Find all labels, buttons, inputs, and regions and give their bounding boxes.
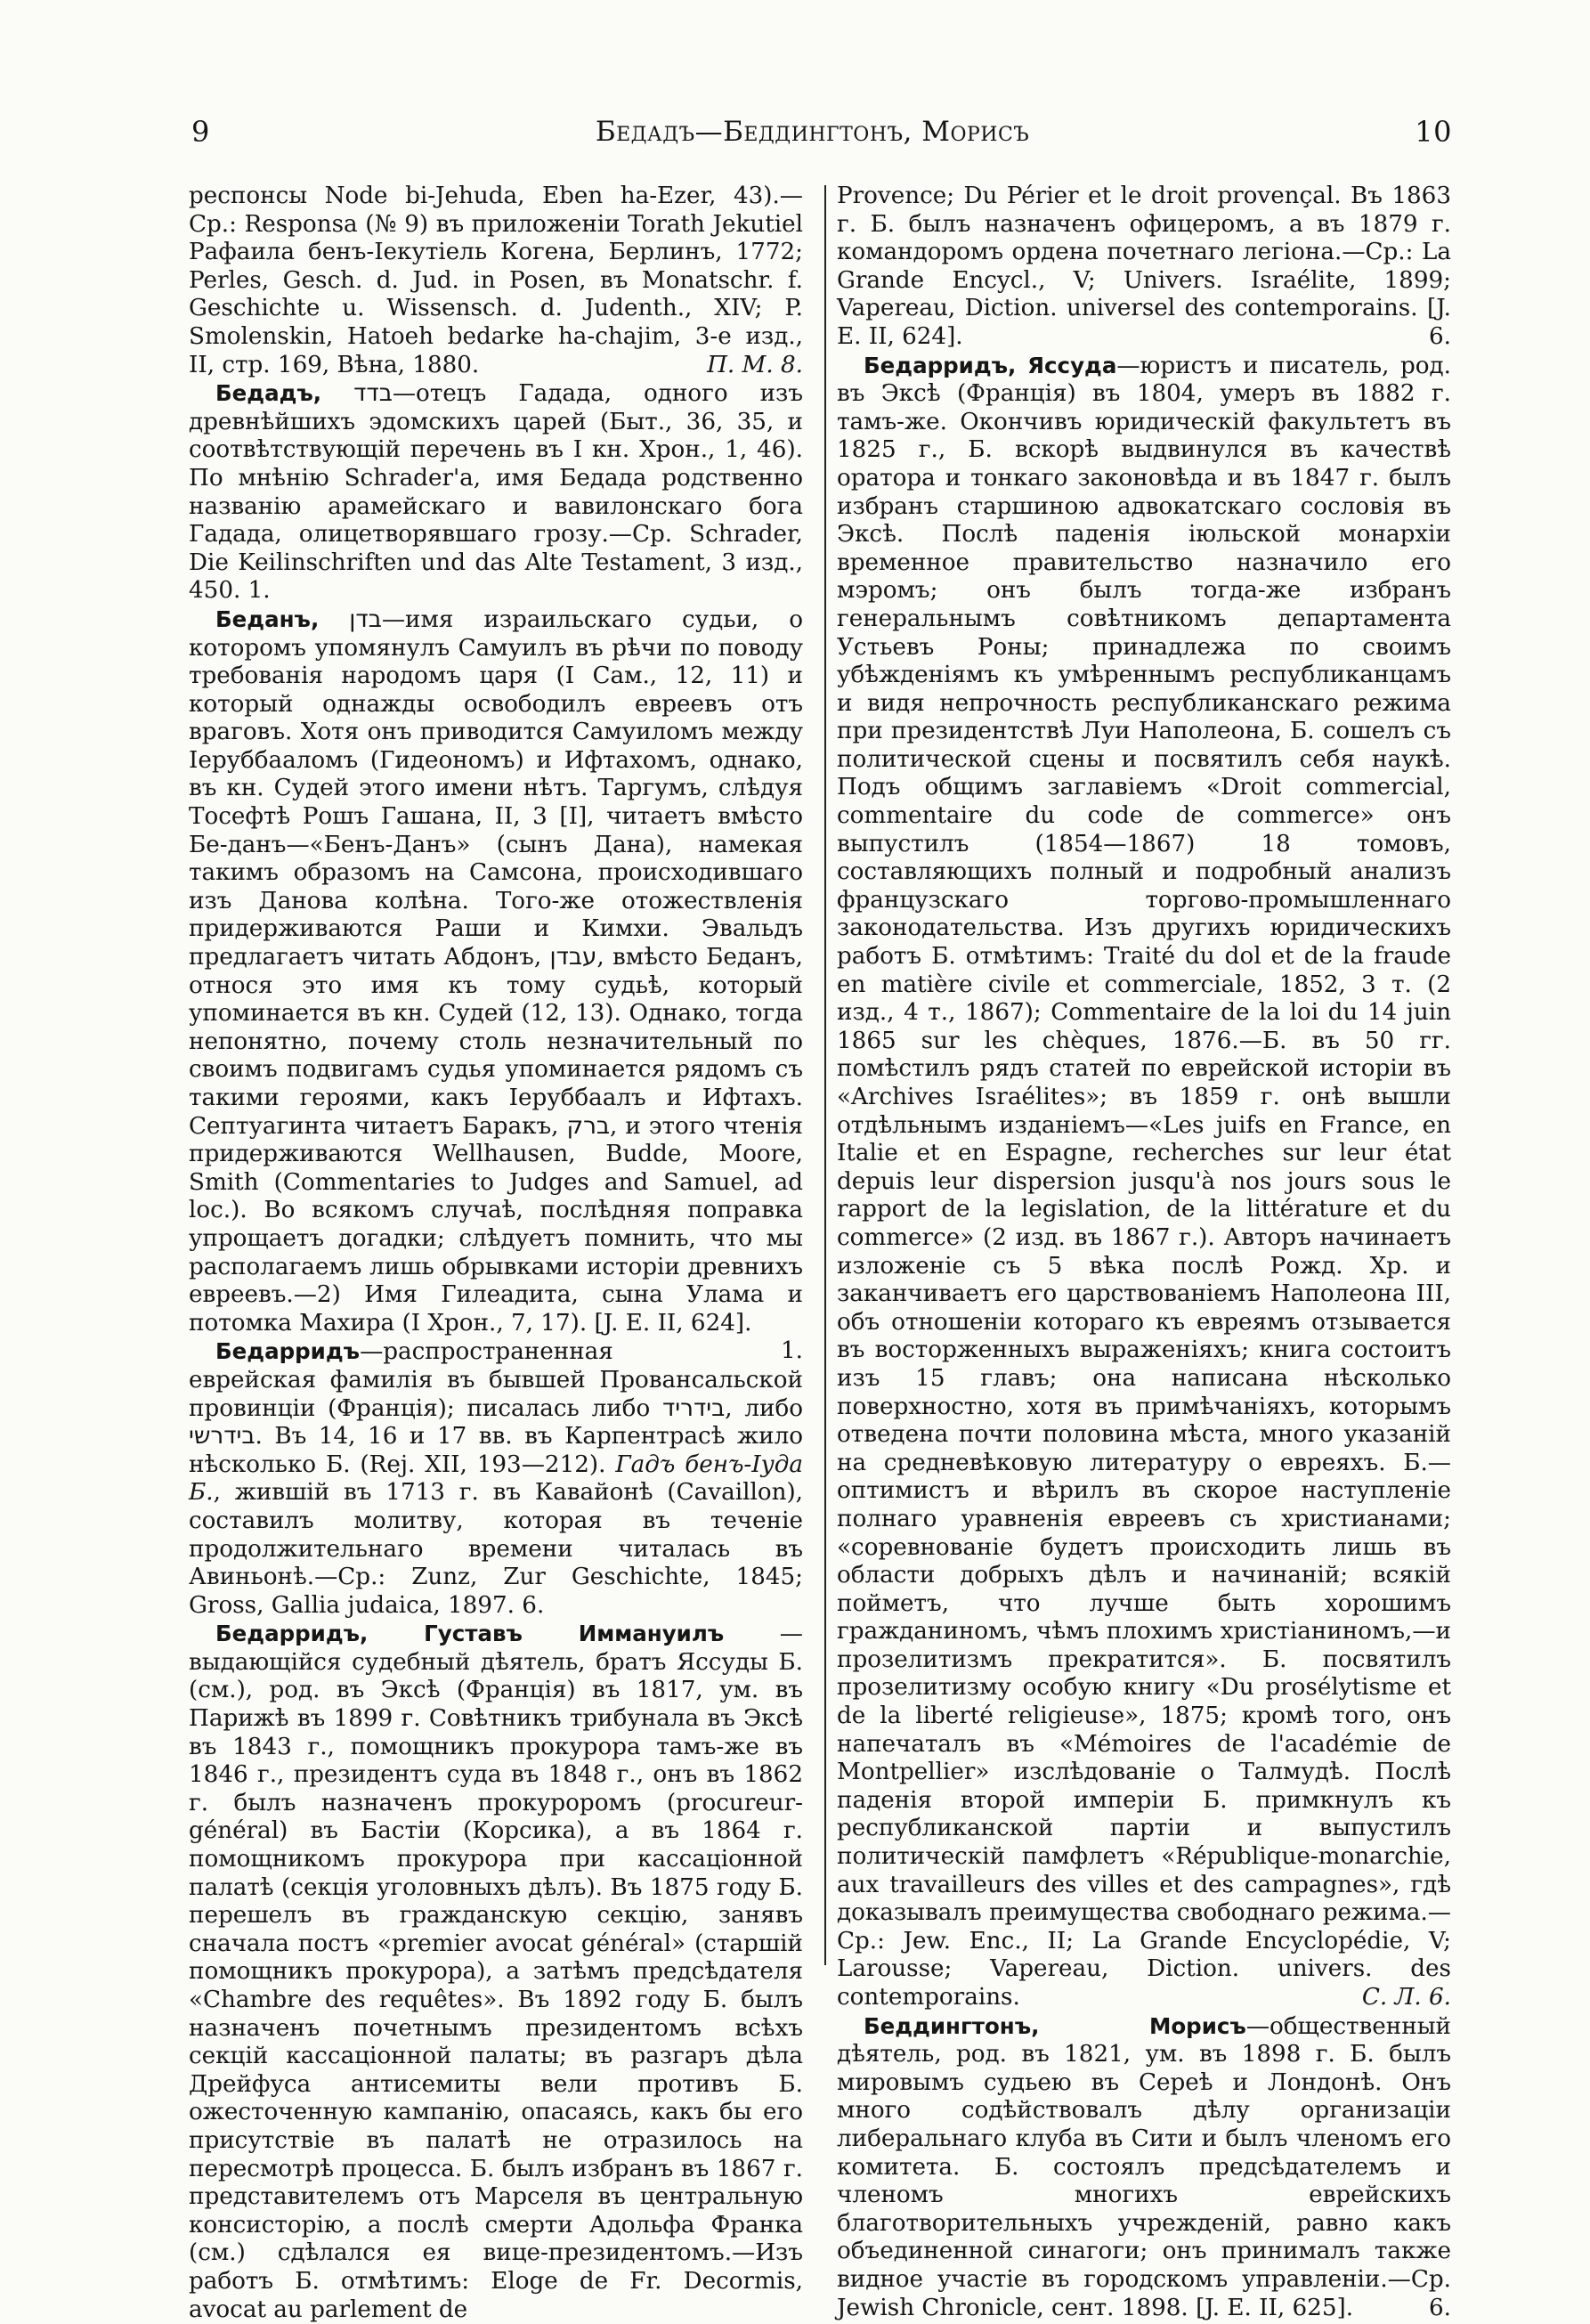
entry-text: , и этого чтенiя придерживаются Wellhausen, Budde, Moore, Smith (Commentaries to Judges and Samuel, ad loc.). Во всякомъ случаѣ, послѣдняя поправка упрощаетъ догадки; слѣдуетъ помнить, что мы располагаемъ лишь обрывками исторiи древнихъ евреевъ.—2) Имя Гилеадита, сына Улама и потомка Махира (I Хрон., 7, 17). [J. E. II, 624]. xyxy=(189,1112,804,1337)
continued-entry: респонсы Node bi-Jehuda, Eben ha-Ezer, 43).— Ср.: Responsa (№ 9) въ приложенiи Torath Jekutiel Рафаила бенъ-Iекутiель Когена, Берлинъ, 1772; Perles, Gesch. d. Jud. in Posen, въ Monatschr. f. Geschichte u. Wissensch. d. Judenth., XIV; P. Smolenskin, Hatoeh bedarke ha-chajim, 3-е изд., II, стр. 169, Вѣна, 1880. П. М. 8. xyxy=(189,183,803,378)
entry-text: —распространенная еврейская фамилiя въ бывшей Провансальской провинцiи (Францiя); писалась либо xyxy=(189,1338,803,1422)
author-signature: 1. xyxy=(781,1337,803,1365)
author-signature: С. Л. 6. xyxy=(1361,1984,1451,2011)
entry-text: —отецъ Гадада, одного изъ древнѣйшихъ эдомскихъ царей (Быт., 36, 35, и соотвѣтствующiй перечень въ I кн. Хрон., 1, 46). По мнѣнiю Schrader'a, имя Бедада родственно названiю арамейскаго и вавилонскаго бога Гадада, олицетворявшаго грозу.—Ср. Schrader, Die Keilinschriften und das Alte Testament, 3 изд., 450. 1. xyxy=(189,380,803,605)
entry-bedad xyxy=(189,379,803,605)
hebrew-term: בדד xyxy=(353,380,393,408)
column-divider xyxy=(824,185,826,1965)
right-column xyxy=(837,183,1451,2321)
entry-bedarrid-family xyxy=(189,1337,803,1620)
author-signature: П. М. 8. xyxy=(707,351,803,378)
running-header xyxy=(191,105,1452,158)
author-signature: 6. xyxy=(1429,2294,1451,2321)
entry-heading: Бедарридъ, Густавъ Иммануилъ xyxy=(215,1621,725,1647)
entry-bedarrid-gustave xyxy=(189,1620,803,2324)
hebrew-term: בידריד xyxy=(662,1394,726,1422)
entry-text: , жившiй въ 1713 г. въ Кавайонѣ (Cavaillon), составилъ молитву, которая въ теченiе продолжительнаго времени читалась въ Авиньонѣ.—Ср.: Zunz, Zur Geschichte, 1845; Gross, Gallia judaica, 1897. 6. xyxy=(189,1479,803,1619)
hebrew-term: בדן xyxy=(349,605,382,633)
entry-bedarrid-yassuda xyxy=(837,352,1451,2012)
entry-heading: Бедарридъ xyxy=(215,1338,361,1365)
entry-heading: Беддингтонъ, Морисъ xyxy=(864,2012,1246,2039)
entry-beddington xyxy=(837,2012,1451,2323)
page-number-left: 9 xyxy=(191,115,210,149)
page-number-right: 10 xyxy=(1415,115,1452,149)
entry-text: —юристъ и писатель, род. въ Эксѣ (Францiя) въ 1804, умеръ въ 1882 г. тамъ-же. Окончивъ юридическiй факультетъ въ 1825 г., Б. вскорѣ выдвинулся въ качествѣ оратора и тонкаго законовѣда и въ 1847 г. былъ избранъ старшиною адвокатскаго сословiя въ Эксѣ. Послѣ паденiя iюльской монархiи временное правительство назначило его мэромъ; онъ былъ тогда-же избранъ генеральнымъ совѣтникомъ департамента Устьевъ Роны; принадлежа по своимъ убѣжденiямъ къ умѣреннымъ республиканцамъ и видя непрочность республиканскаго режима при президентствѣ Луи Наполеона, Б. сошелъ съ политической сцены и посвятилъ себя наукѣ. Подъ общимъ заглавiемъ «Droit commercial, commentaire du code de commerce» онъ выпустилъ (1854—1867) 18 томовъ, составляющихъ полный и подробный анализъ французскаго торгово-промышленнаго законодательства. Изъ другихъ юридическихъ работъ Б. отмѣтимъ: Traité du dol et de la fraude en matière civile et commerciale, 1852, 3 т. (2 изд., 4 т., 1867); Commentaire de la loi du 14 juin 1865 sur les chèques, 1876.—Б. въ 50 гг. помѣстилъ рядъ статей по еврейской исторiи въ «Archives Israélites»; въ 1859 г. онѣ вышли отдѣльнымъ изданiемъ—«Les juifs en France, en Italie et en Espagne, recherches sur leur état depuis leur dispersion jusqu'à nos jours sous le rapport de la legislation, de la littérature et du commerce» (2 изд. въ 1867 г.). Авторъ начинаетъ изложенiе съ 5 вѣка послѣ Рожд. Хр. и заканчиваетъ его царствованiемъ Наполеона III, объ отношенiи котораго къ евреямъ отзывается въ восторженныхъ выраженiяхъ; книга состоитъ изъ 15 главъ; она написана нѣсколько поверхностно, хотя въ примѣчанiяхъ, которымъ отведена почти половина мѣста, много указанiй на средневѣковую литературу о евреяхъ. Б.—оптимистъ и вѣрилъ въ скорое наступленiе полнаго уравненiя евреевъ съ христианами; «соревнованiе будетъ происходить лишь въ области добрыхъ дѣлъ и начинанiй; всякiй пойметъ, что лучше быть хорошимъ гражданиномъ, чѣмъ плохимъ христiаниномъ,—и прозелитизмъ прекратится». Б. посвятилъ прозелитизму особую книгу «Du prosélytisme et de la liberté religieuse», 1875; кромѣ того, онъ напечаталъ въ «Mémoires de l'académie de Montpellier» изслѣдованiе о Талмудѣ. Послѣ паденiя второй имперiи Б. примкнулъ къ республиканской партiи и выпустилъ политическiй памфлетъ «République-monarchie, aux travailleurs des villes et des campagnes», гдѣ доказывалъ преимущества свободнаго режима.—Ср.: Jew. Enc., II; La Grande Encyclopédie, V; Larousse; Vapereau, Diction. univers. des contemporains. xyxy=(837,352,1451,2011)
left-column xyxy=(189,183,804,2323)
entry-heading: Бедарридъ, Яссуда xyxy=(864,352,1117,378)
author-signature: 6. xyxy=(1429,322,1451,350)
entry-text: —имя израильскаго судьи, о которомъ упомянулъ Самуилъ въ рѣчи по поводу требованiя народомъ царя (I Сам., 12, 11) и который однажды освободилъ евреевъ отъ враговъ. Хотя онъ приводится Самуиломъ между Iеруббааломъ (Гидеономъ) и Ифтахомъ, однако, въ кн. Судей этого имени нѣтъ. Таргумъ, слѣдуя Тосефтѣ Рошъ Гашана, II, 3 [I], читаетъ вмѣсто Бе-данъ—«Бенъ-Данъ» (сынъ Дана), намекая такимъ образомъ на Самсона, происходившаго изъ Данова колѣна. Того-же отожествленiя придерживаются Раши и Кимхи. Эвальдъ предлагаетъ читать Абдонъ, xyxy=(189,605,803,971)
continued-entry: Provence; Du Périer et le droit provençal. Въ 1863 г. Б. былъ назначенъ офицеромъ, а въ 1879 г. командоромъ ордена почетнаго легiона.—Ср.: La Grande Encycl., V; Univers. Israélite, 1899; Vapereau, Diction. universel des contemporains. [J. E. II, 624]. 6. xyxy=(837,183,1451,350)
entry-text: , либо xyxy=(725,1394,803,1422)
hebrew-term: בידרשי xyxy=(189,1423,256,1450)
entry-text: —общественный дѣятель, род. въ 1821, ум. въ 1898 г. Б. былъ мировымъ судьею въ Сереѣ и Лондонѣ. Онъ много содѣйствовалъ дѣлу организацiи либеральнаго клуба въ Сити и былъ членомъ его комитета. Б. состоялъ предсѣдателемъ и членомъ многихъ еврейскихъ благотворительныхъ учрежденiй, равно какъ объединенной синагоги; онъ принималъ также видное участiе въ городскомъ управленiи.—Ср. Jewish Chronicle, сент. 1898. [J. E. II, 625]. xyxy=(837,2012,1451,2321)
running-title: Бедадъ—Беддингтонъ, Морисъ xyxy=(595,116,1030,148)
entry-text: — выдающiйся судебный дѣятель, братъ Яссуды Б. (см.), род. въ Эксѣ (Францiя) въ 1817, ум. въ Парижѣ въ 1899 г. Совѣтникъ трибунала въ Эксѣ въ 1843 г., помощникъ прокурора тамъ-же въ 1846 г., президентъ суда въ 1848 г., онъ въ 1862 г. былъ назначенъ прокуроромъ (procureur-général) въ Бастiи (Корсика), а въ 1864 г. помощникомъ прокурора при кассацiонной палатѣ (секцiя уголовныхъ дѣлъ). Въ 1875 году Б. перешелъ въ гражданскую секцiю, занявъ сначала постъ «premier avocat général» (старшiй помощникъ прокурора), а затѣмъ предсѣдателя «Chambre des requêtes». Въ 1892 году Б. былъ назначенъ почетнымъ президентомъ всѣхъ секцiй кассацiонной палаты; въ разгаръ дѣла Дрейфуса антисемиты вели противъ Б. ожесточенную кампанiю, опасаясь, какъ бы его присутствiе въ палатѣ не отразилось на пересмотрѣ процесса. Б. былъ избранъ въ 1867 г. представителемъ отъ Марселя въ центральную консисторiю, а послѣ смерти Адольфа Франка (см.) сдѣлался ея вице-президентомъ.—Изъ работъ Б. отмѣтимъ: Eloge de Fr. Decormis, avocat au parlement de xyxy=(189,1621,803,2323)
hebrew-term: עבדן xyxy=(549,944,597,971)
entry-heading: Беданъ, xyxy=(215,605,320,632)
entry-text: , вмѣсто Беданъ, относя это имя къ тому судьѣ, который упоминается въ кн. Судей (12, 13). Однако, тогда непонятно, почему столь незначительный по своимъ подвигамъ судья упоминается рядомъ съ такими героями, какъ Iеруббаалъ и Ифтахъ. Септуагинта читаетъ Баракъ, xyxy=(189,944,804,1140)
hebrew-term: ברק xyxy=(566,1112,611,1140)
italic-name: Гадъ бенъ-Iуда Б. xyxy=(189,1450,803,1507)
entry-heading: Бедадъ, xyxy=(215,380,322,407)
entry-text: . Въ 14, 16 и 17 вв. въ Карпентрасѣ жило нѣсколько Б. (Rej. XII, 193—212). xyxy=(189,1423,803,1478)
